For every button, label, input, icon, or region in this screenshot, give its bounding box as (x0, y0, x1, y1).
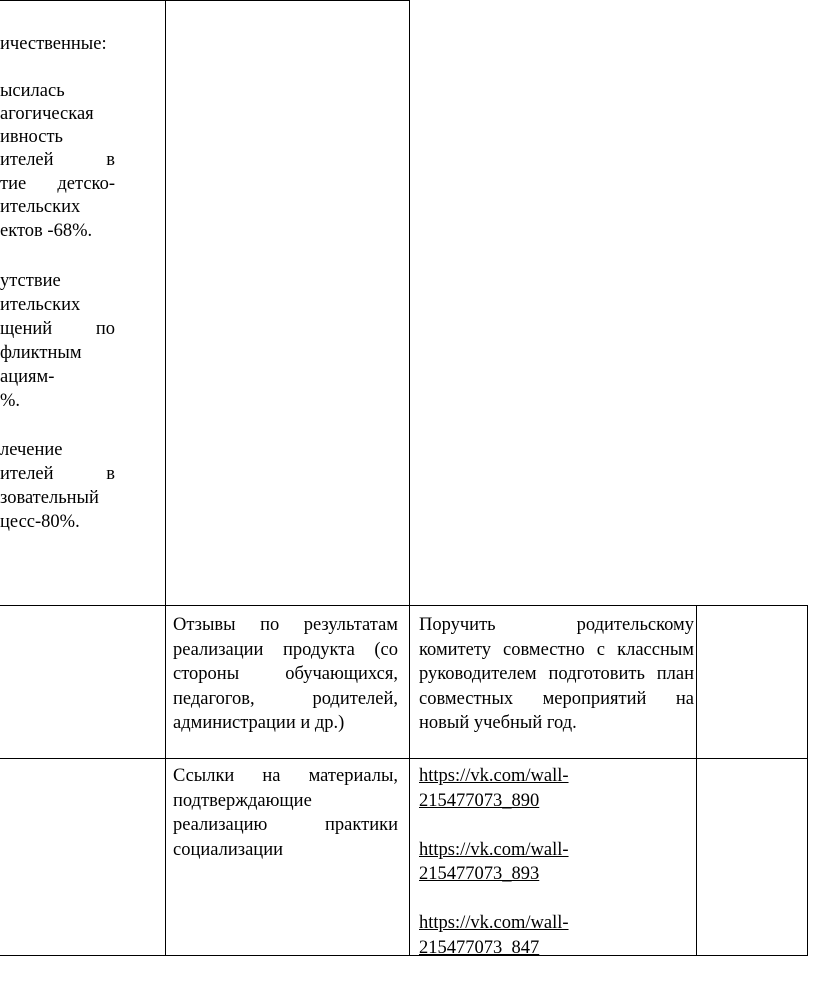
table-border-col3 (696, 605, 697, 955)
cell-line: ителей в (0, 464, 115, 484)
row-divider-2 (0, 758, 808, 759)
table-border-col2 (409, 0, 410, 955)
cell-line: щений по (0, 319, 115, 339)
cell-line: ациям- (0, 367, 55, 387)
cell-line: ителей в (0, 150, 115, 170)
links-label: Ссылки на материалы, подтверждающие реализацию практики социализации (173, 766, 398, 860)
table-border-top (0, 0, 410, 1)
table-border-right (807, 605, 808, 955)
link-line: 215477073_847 (419, 937, 540, 958)
cell-line: зовательный (0, 488, 99, 508)
cell-line: ительских (0, 197, 81, 217)
vk-link-3[interactable] (419, 911, 694, 960)
feedback-value: Поручить родительскому комитету совместно с классным руководителем подготовить план совместных мероприятий на новый учебный год. (419, 615, 694, 733)
cell-line: тие детско- (0, 174, 115, 194)
vk-link-1[interactable] (419, 764, 694, 813)
cell-line: ысилась (0, 81, 65, 101)
feedback-value-cell (419, 613, 694, 736)
table-border-col1 (165, 0, 166, 955)
links-value-cell (419, 764, 694, 960)
feedback-label-cell (173, 613, 398, 736)
link-line: 215477073_893 (419, 864, 540, 884)
cell-line: фликтным (0, 343, 82, 363)
row-divider-1 (0, 605, 808, 606)
link-line: https://vk.com/wall- (419, 766, 569, 786)
cell-line: %. (0, 391, 21, 411)
cell-line: ичественные: (0, 34, 107, 54)
cell-line: ительских (0, 295, 81, 315)
link-line: 215477073_890 (419, 790, 540, 811)
cell-line: лечение (0, 440, 63, 460)
cell-line: агогическая (0, 104, 94, 124)
cell-line: цесс-80%. (0, 512, 80, 532)
cell-line: утствие (0, 271, 61, 291)
link-line: https://vk.com/wall- (419, 913, 569, 933)
feedback-label: Отзывы по результатам реализации продукта (со стороны обучающихся, педагогов, родителей, администрации и др.) (173, 615, 398, 733)
vk-link-2[interactable] (419, 838, 694, 887)
links-label-cell (173, 764, 398, 862)
link-line: https://vk.com/wall- (419, 839, 569, 860)
cell-line: ивность (0, 127, 63, 147)
cell-line: ектов -68%. (0, 221, 93, 241)
